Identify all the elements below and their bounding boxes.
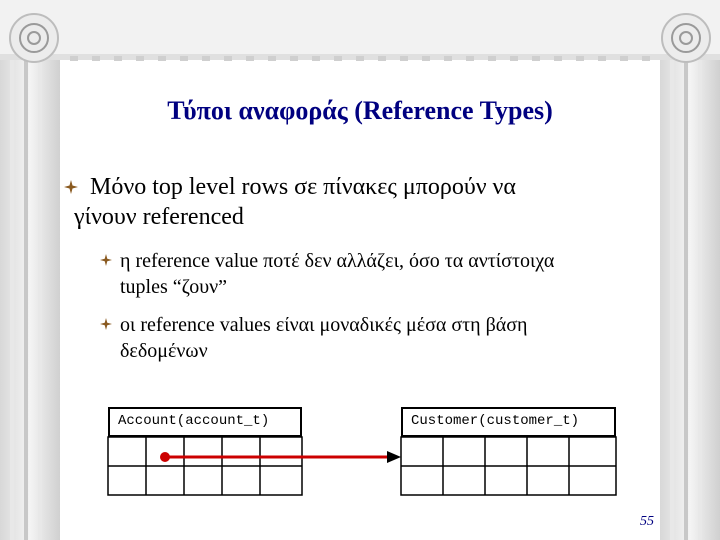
- sub-bullet-1-line1: η reference value ποτέ δεν αλλάζει, όσο τα αντίστοιχα: [120, 250, 555, 272]
- sub-bullet-2-line1: οι reference values είναι μοναδικές μέσα στη βάση: [120, 314, 528, 336]
- slide-title: Τύποι αναφοράς (Reference Types): [167, 96, 553, 125]
- customer-table-label: Customer(customer_t): [401, 407, 616, 437]
- sub-bullet-1-line2: tuples “ζουν”: [120, 276, 228, 298]
- customer-table-grid: [401, 437, 616, 495]
- bullet1-line2: γίνουν referenced: [74, 204, 244, 230]
- account-table-label: Account(account_t): [108, 407, 302, 437]
- account-table-grid: [108, 437, 302, 495]
- sub-bullet-2-line2: δεδομένων: [120, 340, 208, 362]
- bullet1-line1: Μόνο top level rows σε πίνακες μπορούν να: [90, 174, 516, 200]
- page-number: 55: [640, 514, 654, 529]
